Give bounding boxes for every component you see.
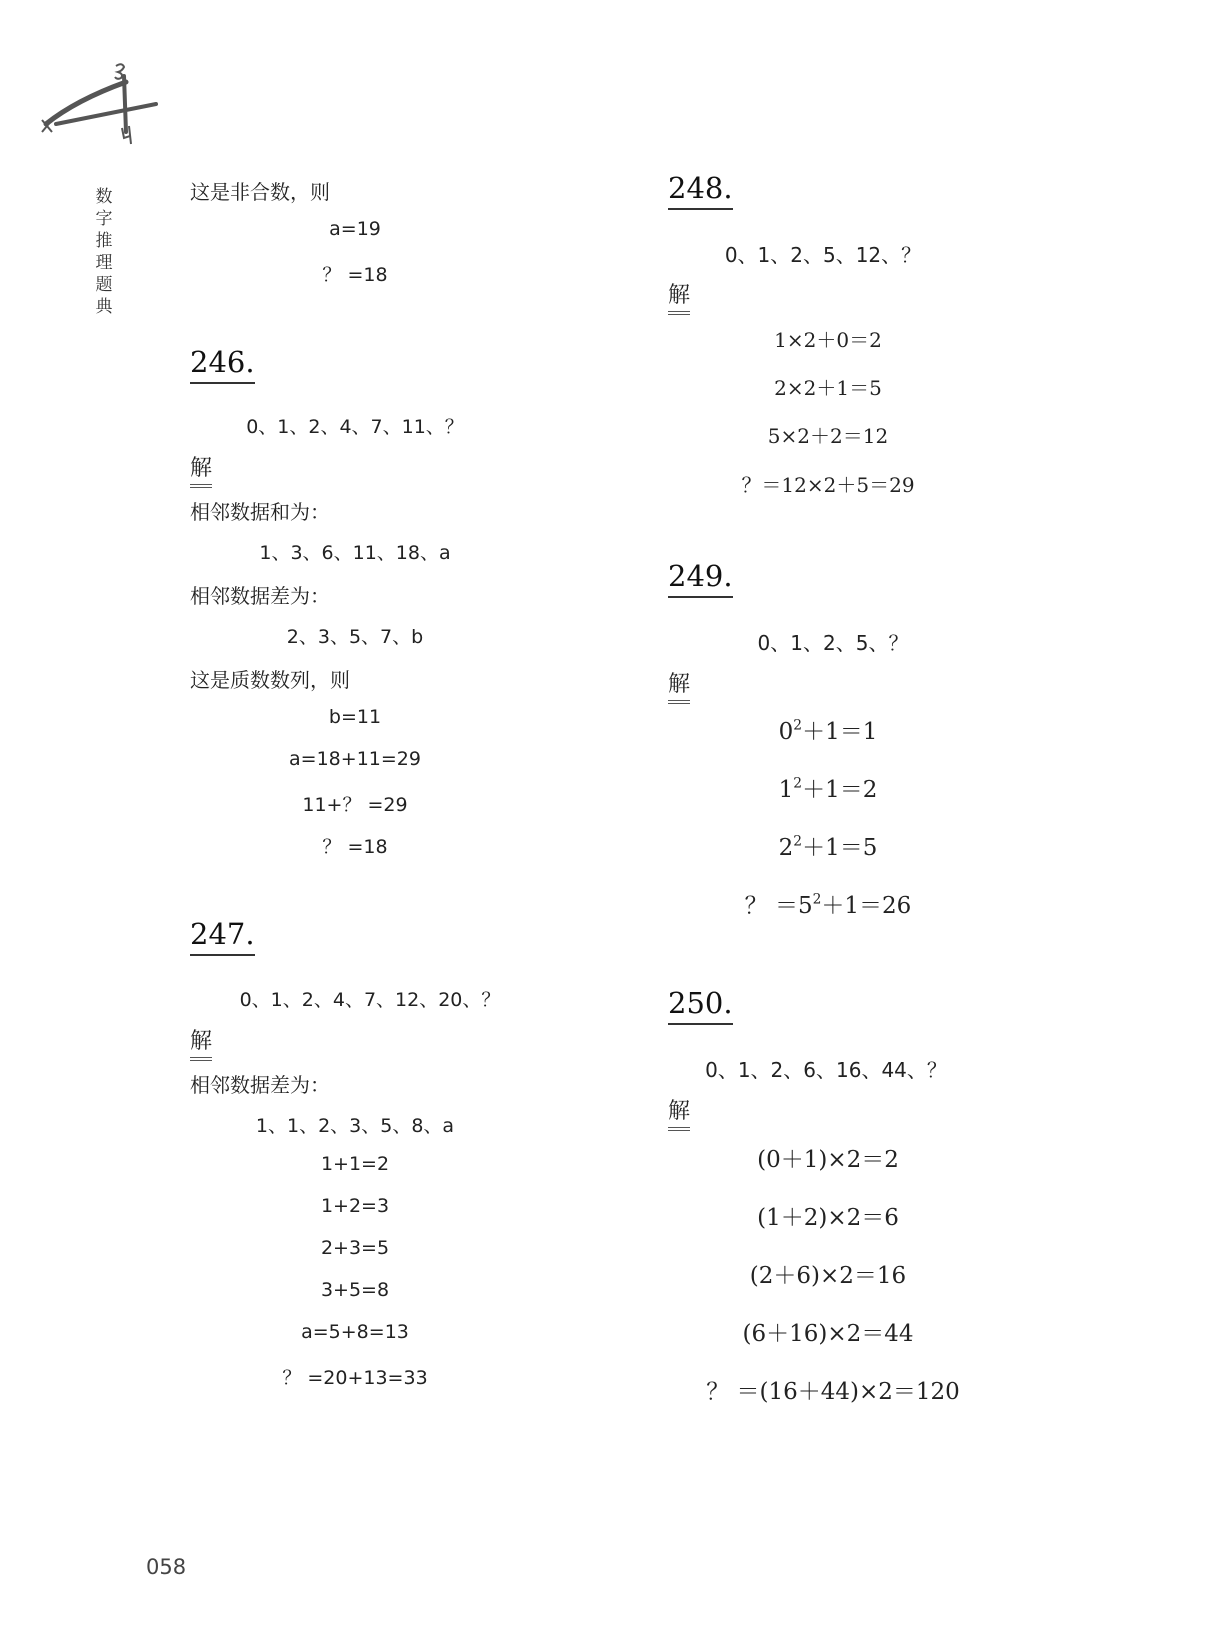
solution-text: 相邻数据差为：: [190, 1073, 330, 1097]
problem-number: 248.: [668, 171, 733, 210]
formula-line: ？ $=5^2+1=26$: [744, 891, 912, 919]
sequence: 0、1、2、6、16、44、？: [705, 1058, 947, 1082]
formula-line: ？＝12×2＋5＝29: [741, 473, 915, 497]
solution-label: 解: [668, 278, 690, 315]
problem-number: 246.: [190, 345, 255, 384]
solution-text: 这是质数数列，则: [190, 668, 350, 692]
sequence: 1、1、2、3、5、8、a: [255, 1115, 455, 1137]
formula-line: 1+1=2: [320, 1153, 390, 1175]
formula-line: $1^2+1=2$: [778, 775, 878, 803]
axis-logo: [36, 62, 166, 152]
solution-label: 解: [190, 1024, 212, 1061]
formula-line: (6＋16)×2＝44: [742, 1321, 914, 1347]
solution-text: 相邻数据差为：: [190, 584, 330, 608]
solution-text: 相邻数据和为：: [190, 500, 330, 524]
sequence: 0、1、2、5、12、？: [724, 243, 922, 267]
problem-number: 249.: [668, 559, 733, 598]
sequence: 2、3、5、7、b: [286, 626, 424, 648]
formula-line: 5×2＋2＝12: [767, 424, 889, 448]
formula-line: 3+5=8: [320, 1279, 390, 1301]
sequence: 0、1、2、5、？: [757, 631, 909, 655]
formula-line: $0^2+1=1$: [778, 717, 878, 745]
solution-label: 解: [190, 451, 212, 488]
continuation-text: 这是非合数，则: [190, 180, 330, 204]
formula-line: 11+？ =29: [302, 794, 408, 816]
formula-line: ？ ＝(16＋44)×2＝120: [706, 1379, 960, 1405]
formula-line: (0＋1)×2＝2: [757, 1147, 899, 1173]
book-title-char: 数: [95, 187, 113, 207]
sequence: 0、1、2、4、7、11、？: [246, 416, 464, 438]
book-title-char: 题: [95, 275, 113, 295]
book-title-vertical: [92, 186, 116, 318]
formula-line: ？ =18: [322, 264, 388, 286]
book-title-char: 典: [95, 297, 113, 317]
formula-line: 1+2=3: [320, 1195, 390, 1217]
sequence: 1、3、6、11、18、a: [259, 542, 451, 564]
formula-line: ？ =18: [322, 836, 388, 858]
book-title-char: 理: [95, 253, 113, 273]
formula-line: 1×2＋0＝2: [774, 328, 882, 352]
book-title-char: 字: [95, 209, 113, 229]
book-title-char: 推: [95, 231, 113, 251]
sequence: 0、1、2、4、7、12、20、？: [239, 989, 501, 1011]
formula-line: (2＋6)×2＝16: [749, 1263, 907, 1289]
formula-line: 2×2＋1＝5: [774, 376, 882, 400]
formula-line: $2^2+1=5$: [778, 833, 878, 861]
page-number: 058: [146, 1555, 187, 1579]
formula-line: (1＋2)×2＝6: [757, 1205, 899, 1231]
problem-number: 247.: [190, 917, 255, 956]
formula-line: ？ =20+13=33: [282, 1367, 428, 1389]
solution-label: 解: [668, 667, 690, 704]
formula-line: a=18+11=29: [289, 748, 421, 770]
formula-line: b=11: [328, 706, 382, 728]
solution-label: 解: [668, 1094, 690, 1131]
formula-line: 2+3=5: [320, 1237, 390, 1259]
formula-line: a=19: [329, 218, 381, 240]
formula-line: a=5+8=13: [301, 1321, 409, 1343]
problem-number: 250.: [668, 986, 733, 1025]
